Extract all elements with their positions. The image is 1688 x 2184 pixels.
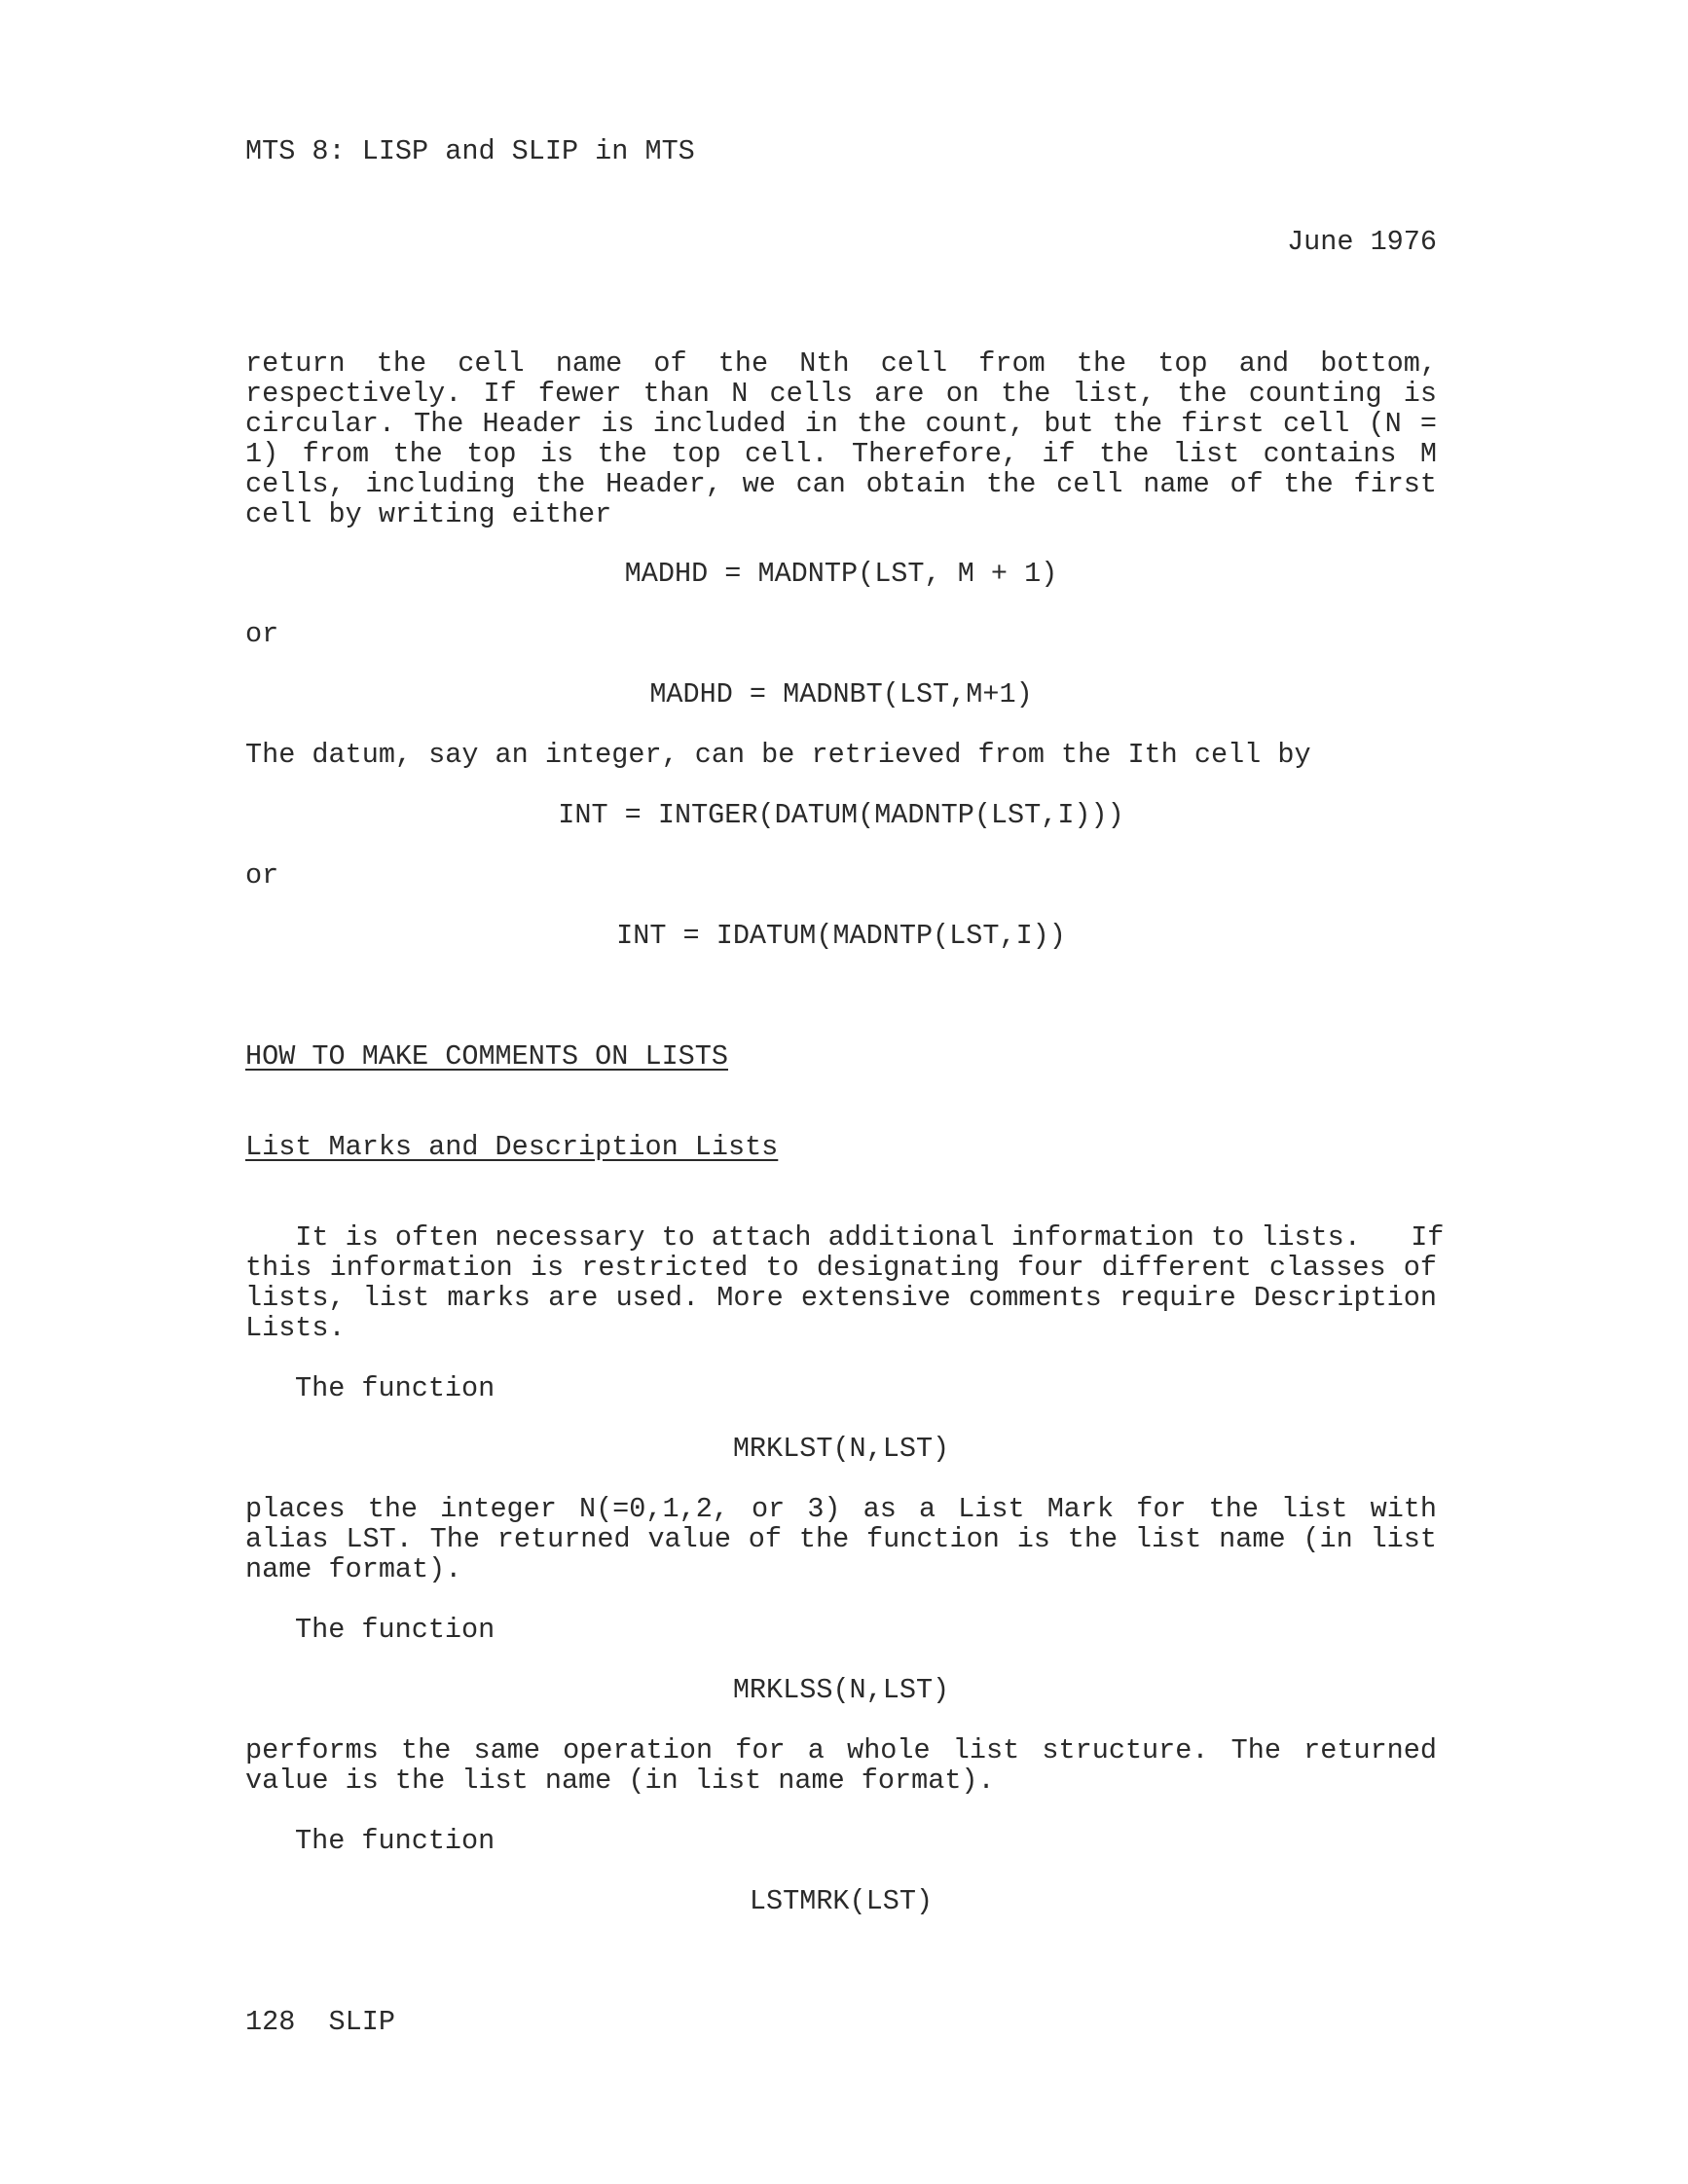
text-line: performs the same operation for a whole list structure. The returned (245, 1734, 1437, 1766)
connector-text: or (245, 859, 279, 892)
text-line: cell by writing either (245, 498, 612, 530)
text-line: It is often necessary to attach additional information to lists. If (245, 1221, 1445, 1254)
header-date: June 1976 (1287, 226, 1437, 258)
text-line: 1) from the top is the top cell. Therefore, if the list contains M (245, 438, 1437, 470)
code-example: INT = INTGER(DATUM(MADNTP(LST,I))) (558, 799, 1124, 831)
text-line: return the cell name of the Nth cell from the top and bottom, (245, 347, 1437, 380)
paragraph-cell-counting (245, 348, 1437, 529)
body-text: The datum, say an integer, can be retrieved from the Ith cell by (245, 739, 1311, 771)
text-line: respectively. If fewer than N cells are on the list, the counting is (245, 378, 1437, 410)
function-intro: The function (295, 1825, 495, 1857)
text-line: places the integer N(=0,1,2, or 3) as a List Mark for the list with (245, 1493, 1437, 1525)
connector-text: or (245, 618, 279, 650)
code-example: MRKLST(N,LST) (732, 1433, 950, 1465)
text-line: value is the list name (in list name format). (245, 1765, 995, 1797)
text-line: this information is restricted to designating four different classes of (245, 1252, 1437, 1284)
subsection-heading: List Marks and Description Lists (245, 1131, 779, 1163)
section-heading: HOW TO MAKE COMMENTS ON LISTS (245, 1040, 728, 1073)
text-line: Lists. (245, 1312, 346, 1344)
code-example: INT = IDATUM(MADNTP(LST,I)) (616, 920, 1066, 952)
text-line: alias LST. The returned value of the function is the list name (in list (245, 1523, 1437, 1555)
paragraph-mrklst (245, 1494, 1437, 1584)
code-example: MRKLSS(N,LST) (732, 1674, 950, 1706)
function-intro: The function (295, 1614, 495, 1646)
function-intro: The function (295, 1372, 495, 1404)
running-header: MTS 8: LISP and SLIP in MTS (245, 135, 695, 167)
paragraph-list-marks (245, 1221, 1445, 1344)
code-example: MADHD = MADNTP(LST, M + 1) (624, 558, 1058, 590)
code-example: LSTMRK(LST) (749, 1885, 934, 1917)
text-line: cells, including the Header, we can obtain the cell name of the first (245, 468, 1437, 500)
text-line: lists, list marks are used. More extensive comments require Description (245, 1282, 1437, 1314)
text-line: name format). (245, 1553, 462, 1585)
text-line: circular. The Header is included in the count, but the first cell (N = (245, 408, 1437, 440)
paragraph-mrklss (245, 1735, 1437, 1796)
page-footer: 128 SLIP (245, 2006, 395, 2038)
code-example: MADHD = MADNBT(LST,M+1) (649, 678, 1033, 710)
